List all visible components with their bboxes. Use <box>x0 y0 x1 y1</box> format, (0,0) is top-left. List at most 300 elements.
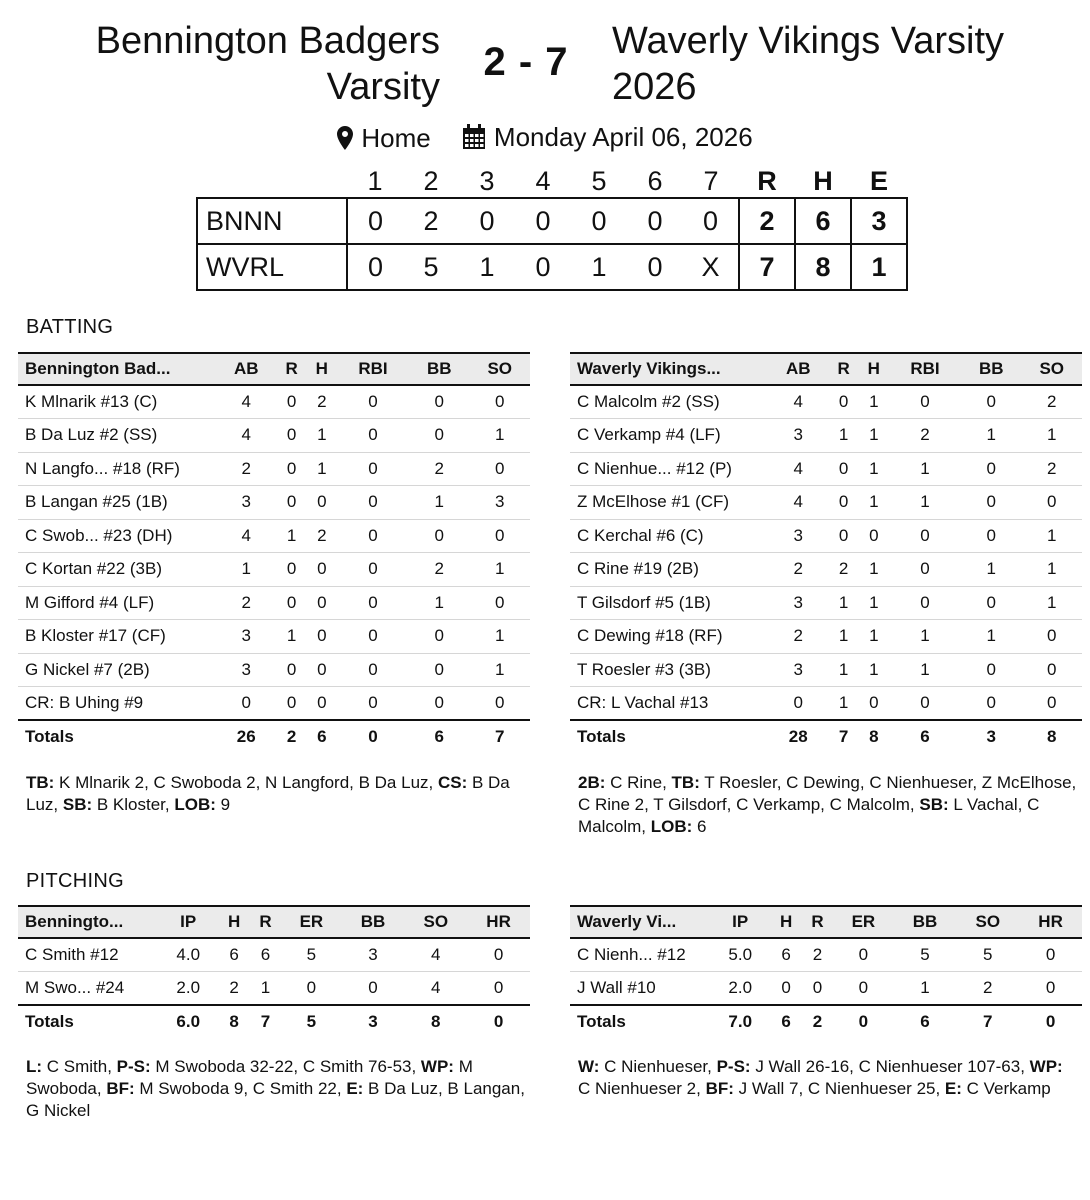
stat-cell: 0 <box>889 553 961 587</box>
stat-cell: 3 <box>768 519 828 553</box>
stat-cell: 1 <box>828 586 858 620</box>
map-pin-icon <box>337 126 353 150</box>
location <box>337 121 430 155</box>
line-score-row <box>197 198 907 244</box>
stat-cell: 0 <box>307 687 337 721</box>
stat-cell: 2 <box>218 972 249 1006</box>
stat-cell: 0 <box>276 553 306 587</box>
note-label: SB: <box>919 795 949 814</box>
stat-cell: 3 <box>768 653 828 687</box>
stat-cell: 1 <box>1022 586 1083 620</box>
player-row <box>18 519 530 553</box>
player-row <box>18 653 530 687</box>
note-label: TB: <box>26 773 55 792</box>
player-name: Z McElhose #1 (CF) <box>570 486 768 520</box>
stat-cell: 1 <box>470 620 531 654</box>
player-name: G Nickel #7 (2B) <box>18 653 216 687</box>
stat-cell: 0 <box>342 972 405 1006</box>
game-meta <box>0 120 1090 158</box>
player-row <box>18 419 530 453</box>
note-label: TB: <box>671 773 700 792</box>
note-label: L: <box>26 1057 43 1076</box>
inning-header: 1 <box>367 166 383 196</box>
calendar-icon <box>462 124 486 150</box>
pitching-section-title: PITCHING <box>26 870 124 892</box>
batting-section-title: BATTING <box>26 316 114 338</box>
note-label: CS: <box>437 773 468 792</box>
inning-header: 6 <box>647 166 663 196</box>
totals-cell: 0 <box>467 1005 530 1039</box>
stat-cell: 0 <box>1022 620 1083 654</box>
stat-cell: 0 <box>828 486 858 520</box>
stat-cell: 0 <box>859 519 889 553</box>
totals-label: Totals <box>18 720 216 754</box>
player-row <box>570 519 1082 553</box>
stat-column-header: HR <box>1019 906 1082 938</box>
stat-column-header: IP <box>710 906 770 938</box>
stat-cell: 0 <box>337 620 409 654</box>
note-text: 6 <box>692 817 707 836</box>
stat-cell: 2 <box>828 553 858 587</box>
stat-cell: 1 <box>889 620 961 654</box>
stat-header-row <box>18 353 530 385</box>
stat-cell: 1 <box>828 687 858 721</box>
player-name: C Nienh... #12 <box>570 938 710 972</box>
note-label: E: <box>346 1079 364 1098</box>
note-text: C Smith, <box>42 1057 117 1076</box>
stat-cell: 0 <box>307 486 337 520</box>
stat-cell: 2 <box>889 419 961 453</box>
totals-cell: 0 <box>833 1005 893 1039</box>
stat-column-header: H <box>218 906 249 938</box>
away-pitching-notes <box>578 1056 1078 1100</box>
stat-cell: 1 <box>470 419 531 453</box>
stat-cell: 1 <box>859 586 889 620</box>
stat-cell: 4 <box>216 519 276 553</box>
stat-column-header: AB <box>216 353 276 385</box>
inning-score: 0 <box>627 198 683 244</box>
stat-cell: 0 <box>768 687 828 721</box>
player-row <box>570 553 1082 587</box>
note-label: P-S: <box>716 1057 751 1076</box>
stat-cell: 0 <box>889 385 961 419</box>
player-row <box>18 586 530 620</box>
stat-cell: 0 <box>889 687 961 721</box>
stat-cell: 4 <box>216 419 276 453</box>
home-batting-notes <box>26 772 526 816</box>
stat-cell: 6 <box>770 938 801 972</box>
player-name: C Kortan #22 (3B) <box>18 553 216 587</box>
home-pitching-table <box>18 905 530 1039</box>
player-row <box>570 938 1082 972</box>
player-row <box>18 620 530 654</box>
note-label: WP: <box>1029 1057 1063 1076</box>
stat-cell: 2 <box>216 452 276 486</box>
player-name: CR: L Vachal #13 <box>570 687 768 721</box>
stat-cell: 0 <box>409 419 469 453</box>
stat-cell: 0 <box>467 938 530 972</box>
stat-cell: 5 <box>894 938 957 972</box>
totals-cell: 8 <box>1022 720 1083 754</box>
totals-label: Totals <box>570 1005 710 1039</box>
stat-cell: 1 <box>470 653 531 687</box>
stat-cell: 0 <box>409 687 469 721</box>
totals-cell: 7 <box>470 720 531 754</box>
inning-score: 0 <box>347 244 403 290</box>
stat-cell: 2 <box>956 972 1019 1006</box>
stat-cell: 2 <box>768 553 828 587</box>
stat-cell: 4 <box>768 385 828 419</box>
away-batting-table <box>570 352 1082 754</box>
stat-cell: 3 <box>768 586 828 620</box>
stat-column-header: SO <box>404 906 467 938</box>
hits-total: 8 <box>795 244 851 290</box>
inning-score: 0 <box>459 198 515 244</box>
stat-header-row <box>570 906 1082 938</box>
inning-score: 5 <box>403 244 459 290</box>
stat-cell: 1 <box>828 653 858 687</box>
stat-cell: 0 <box>337 519 409 553</box>
note-text: B Kloster, <box>92 795 175 814</box>
stat-cell: 0 <box>276 586 306 620</box>
note-text: K Mlnarik 2, C Swoboda 2, N Langford, B Da Luz, <box>54 773 438 792</box>
stat-cell: 2 <box>409 553 469 587</box>
away-team-name: Waverly Vikings Varsity 2026 <box>612 20 1005 108</box>
stat-cell: 1 <box>859 419 889 453</box>
totals-cell: 3 <box>961 720 1021 754</box>
player-name: C Verkamp #4 (LF) <box>570 419 768 453</box>
stat-cell: 1 <box>859 486 889 520</box>
note-text: J Wall 7, C Nienhueser 25, <box>733 1079 945 1098</box>
stat-cell: 0 <box>307 553 337 587</box>
errors-total: 1 <box>851 244 907 290</box>
note-text: C Rine, <box>605 773 672 792</box>
stat-cell: 0 <box>337 419 409 453</box>
totals-row <box>570 1005 1082 1039</box>
inning-score: 0 <box>515 198 571 244</box>
stat-cell: 1 <box>894 972 957 1006</box>
stat-cell: 0 <box>409 385 469 419</box>
stat-cell: 4.0 <box>158 938 218 972</box>
stat-column-header: RBI <box>337 353 409 385</box>
stat-cell: 0 <box>307 653 337 687</box>
team-abbrev: WVRL <box>197 244 347 290</box>
stat-header-row <box>570 353 1082 385</box>
note-text: L Vachal, C Malcolm, <box>578 795 1045 836</box>
stat-cell: 0 <box>1019 938 1082 972</box>
stat-cell: 3 <box>216 486 276 520</box>
stat-cell: 1 <box>859 553 889 587</box>
stat-cell: 1 <box>250 972 281 1006</box>
stat-cell: 3 <box>216 653 276 687</box>
stat-column-header: R <box>276 353 306 385</box>
stat-cell: 1 <box>1022 519 1083 553</box>
stat-cell: 5.0 <box>710 938 770 972</box>
player-name: C Malcolm #2 (SS) <box>570 385 768 419</box>
inning-score: X <box>683 244 739 290</box>
stat-cell: 3 <box>216 620 276 654</box>
totals-cell: 7.0 <box>710 1005 770 1039</box>
stat-cell: 5 <box>956 938 1019 972</box>
note-text: 9 <box>215 795 231 814</box>
player-row <box>570 687 1082 721</box>
errors-header: E <box>869 166 888 196</box>
line-score-row <box>197 244 907 290</box>
team-column-header <box>197 166 347 198</box>
team-column-header: Bennington Bad... <box>18 353 216 385</box>
inning-header: 3 <box>479 166 495 196</box>
stat-cell: 3 <box>342 938 405 972</box>
stat-cell: 0 <box>833 972 893 1006</box>
stat-column-header: H <box>859 353 889 385</box>
stat-cell: 2 <box>307 519 337 553</box>
stat-cell: 0 <box>470 385 531 419</box>
totals-cell: 6 <box>889 720 961 754</box>
player-name: B Kloster #17 (CF) <box>18 620 216 654</box>
stat-column-header: ER <box>281 906 341 938</box>
totals-cell: 8 <box>859 720 889 754</box>
line-score-table <box>196 166 908 291</box>
stat-column-header: SO <box>470 353 531 385</box>
totals-cell: 0 <box>1019 1005 1082 1039</box>
player-row <box>570 452 1082 486</box>
totals-cell: 28 <box>768 720 828 754</box>
totals-row <box>18 1005 530 1039</box>
stat-cell: 2 <box>216 586 276 620</box>
stat-cell: 0 <box>889 586 961 620</box>
stat-cell: 0 <box>1019 972 1082 1006</box>
inning-score: 1 <box>571 244 627 290</box>
stat-cell: 1 <box>307 419 337 453</box>
totals-row <box>18 720 530 754</box>
stat-column-header: BB <box>961 353 1021 385</box>
stat-cell: 0 <box>337 653 409 687</box>
stat-column-header: R <box>250 906 281 938</box>
player-row <box>570 419 1082 453</box>
stat-cell: 0 <box>337 385 409 419</box>
stat-cell: 0 <box>216 687 276 721</box>
hits-total: 6 <box>795 198 851 244</box>
inning-score: 0 <box>571 198 627 244</box>
player-row <box>18 972 530 1006</box>
note-label: E: <box>944 1079 962 1098</box>
stat-cell: 0 <box>859 687 889 721</box>
note-label: P-S: <box>116 1057 151 1076</box>
stat-cell: 1 <box>409 586 469 620</box>
stat-cell: 0 <box>276 687 306 721</box>
totals-cell: 7 <box>828 720 858 754</box>
stat-cell: 4 <box>404 938 467 972</box>
stat-column-header: HR <box>467 906 530 938</box>
team-abbrev: BNNN <box>197 198 347 244</box>
player-row <box>570 385 1082 419</box>
stat-cell: 2 <box>307 385 337 419</box>
stat-cell: 0 <box>802 972 833 1006</box>
stat-cell: 0 <box>307 620 337 654</box>
stat-column-header: RBI <box>889 353 961 385</box>
totals-cell: 26 <box>216 720 276 754</box>
stat-column-header: H <box>770 906 801 938</box>
stat-cell: 1 <box>859 620 889 654</box>
stat-cell: 0 <box>337 586 409 620</box>
player-name: C Smith #12 <box>18 938 158 972</box>
stat-cell: 0 <box>337 553 409 587</box>
player-name: C Dewing #18 (RF) <box>570 620 768 654</box>
player-row <box>18 938 530 972</box>
stat-column-header: BB <box>342 906 405 938</box>
stat-cell: 0 <box>409 519 469 553</box>
totals-cell: 0 <box>337 720 409 754</box>
stat-cell: 0 <box>961 452 1021 486</box>
note-text: T Roesler, C Dewing, C Nienhueser, Z McElhose, C Rine 2, T Gilsdorf, C Verkamp, C Malcolm, <box>578 773 1081 814</box>
totals-cell: 7 <box>250 1005 281 1039</box>
player-name: C Swob... #23 (DH) <box>18 519 216 553</box>
totals-label: Totals <box>18 1005 158 1039</box>
note-text: M Swoboda, <box>26 1057 478 1098</box>
stat-cell: 0 <box>276 486 306 520</box>
totals-cell: 8 <box>218 1005 249 1039</box>
note-label: BF: <box>705 1079 734 1098</box>
note-label: WP: <box>420 1057 454 1076</box>
player-name: C Rine #19 (2B) <box>570 553 768 587</box>
stat-cell: 0 <box>470 586 531 620</box>
player-row <box>570 586 1082 620</box>
note-label: W: <box>578 1057 600 1076</box>
stat-cell: 1 <box>961 553 1021 587</box>
totals-cell: 6.0 <box>158 1005 218 1039</box>
stat-cell: 2 <box>768 620 828 654</box>
totals-cell: 6 <box>894 1005 957 1039</box>
player-name: K Mlnarik #13 (C) <box>18 385 216 419</box>
stat-cell: 0 <box>337 687 409 721</box>
home-pitching-notes <box>26 1056 530 1122</box>
player-row <box>570 972 1082 1006</box>
note-text: M Swoboda 9, C Smith 22, <box>134 1079 347 1098</box>
player-name: CR: B Uhing #9 <box>18 687 216 721</box>
stat-cell: 0 <box>961 486 1021 520</box>
stat-cell: 0 <box>409 620 469 654</box>
stat-cell: 5 <box>281 938 341 972</box>
stat-cell: 0 <box>470 452 531 486</box>
stat-cell: 1 <box>276 519 306 553</box>
player-name: J Wall #10 <box>570 972 710 1006</box>
stat-cell: 0 <box>276 452 306 486</box>
stat-cell: 2.0 <box>158 972 218 1006</box>
runs-total: 7 <box>739 244 795 290</box>
stat-cell: 1 <box>409 486 469 520</box>
note-label: LOB: <box>650 817 693 836</box>
player-name: T Roesler #3 (3B) <box>570 653 768 687</box>
totals-cell: 6 <box>770 1005 801 1039</box>
totals-cell: 5 <box>281 1005 341 1039</box>
stat-column-header: H <box>307 353 337 385</box>
inning-header: 7 <box>703 166 719 196</box>
totals-cell: 2 <box>802 1005 833 1039</box>
inning-score: 0 <box>627 244 683 290</box>
stat-cell: 0 <box>828 452 858 486</box>
stat-cell: 0 <box>961 519 1021 553</box>
note-text: C Nienhueser 2, <box>578 1057 1068 1098</box>
stat-cell: 6 <box>250 938 281 972</box>
totals-cell: 6 <box>409 720 469 754</box>
player-name: M Gifford #4 (LF) <box>18 586 216 620</box>
totals-cell: 2 <box>276 720 306 754</box>
stat-cell: 0 <box>889 519 961 553</box>
stat-column-header: IP <box>158 906 218 938</box>
away-batting-notes <box>578 772 1081 838</box>
stat-cell: 1 <box>1022 419 1083 453</box>
stat-cell: 1 <box>470 553 531 587</box>
player-row <box>570 486 1082 520</box>
inning-score: 0 <box>515 244 571 290</box>
stat-cell: 1 <box>828 419 858 453</box>
location-text: Home <box>361 123 431 153</box>
stat-cell: 0 <box>470 687 531 721</box>
stat-cell: 2 <box>802 938 833 972</box>
stat-cell: 3 <box>470 486 531 520</box>
stat-cell: 0 <box>1022 653 1083 687</box>
totals-cell: 6 <box>307 720 337 754</box>
player-name: C Kerchal #6 (C) <box>570 519 768 553</box>
player-name: M Swo... #24 <box>18 972 158 1006</box>
stat-cell: 0 <box>828 519 858 553</box>
player-name: B Da Luz #2 (SS) <box>18 419 216 453</box>
player-name: T Gilsdorf #5 (1B) <box>570 586 768 620</box>
stat-cell: 4 <box>216 385 276 419</box>
stat-cell: 1 <box>216 553 276 587</box>
stat-header-row <box>18 906 530 938</box>
stat-cell: 0 <box>961 687 1021 721</box>
stat-column-header: BB <box>409 353 469 385</box>
stat-cell: 4 <box>768 486 828 520</box>
team-column-header: Waverly Vi... <box>570 906 710 938</box>
stat-cell: 3 <box>768 419 828 453</box>
home-team-name: Bennington Badgers Varsity <box>95 20 440 108</box>
stat-cell: 0 <box>770 972 801 1006</box>
player-row <box>18 553 530 587</box>
stat-cell: 1 <box>276 620 306 654</box>
stat-cell: 2 <box>1022 452 1083 486</box>
stat-cell: 0 <box>961 586 1021 620</box>
home-batting-table <box>18 352 530 754</box>
stat-cell: 0 <box>1022 486 1083 520</box>
inning-score: 2 <box>403 198 459 244</box>
stat-cell: 6 <box>218 938 249 972</box>
inning-score: 1 <box>459 244 515 290</box>
stat-cell: 0 <box>828 385 858 419</box>
stat-cell: 0 <box>276 419 306 453</box>
stat-cell: 2 <box>409 452 469 486</box>
stat-cell: 4 <box>768 452 828 486</box>
stat-cell: 1 <box>1022 553 1083 587</box>
game-date <box>462 120 753 154</box>
stat-cell: 0 <box>467 972 530 1006</box>
stat-cell: 0 <box>337 452 409 486</box>
note-text: B Da Luz, <box>26 773 515 814</box>
final-score: 2 - 7 <box>483 40 569 84</box>
stat-cell: 1 <box>859 452 889 486</box>
player-row <box>18 687 530 721</box>
note-text: J Wall 26-16, C Nienhueser 107-63, <box>750 1057 1030 1076</box>
stat-cell: 4 <box>404 972 467 1006</box>
player-name: N Langfo... #18 (RF) <box>18 452 216 486</box>
note-label: BF: <box>106 1079 135 1098</box>
stat-column-header: SO <box>1022 353 1083 385</box>
player-name: B Langan #25 (1B) <box>18 486 216 520</box>
stat-column-header: ER <box>833 906 893 938</box>
inning-score: 0 <box>683 198 739 244</box>
stat-cell: 0 <box>470 519 531 553</box>
